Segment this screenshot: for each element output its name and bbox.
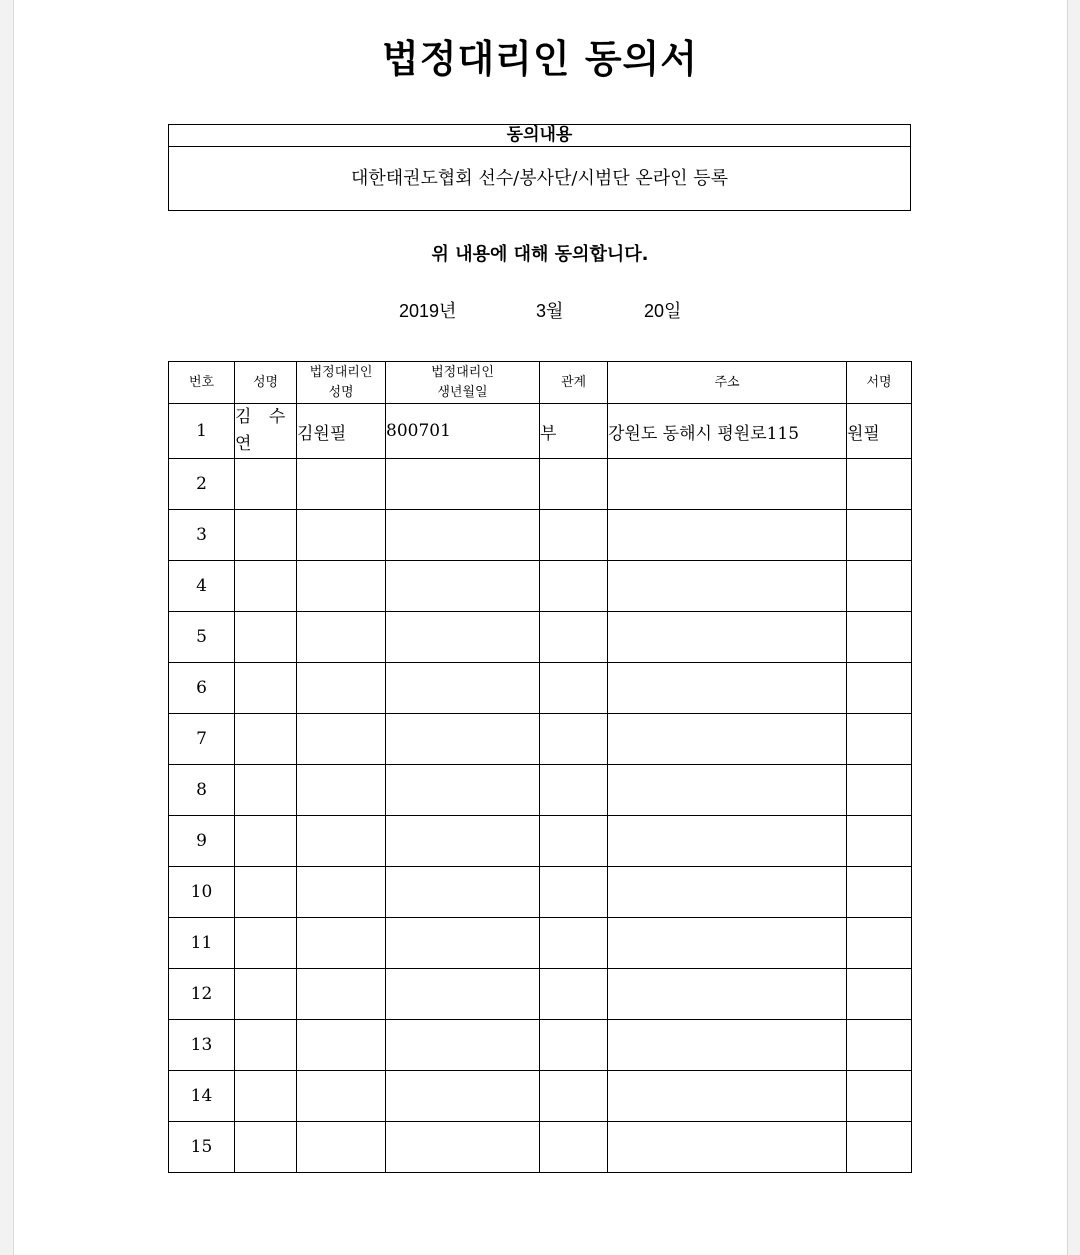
header-guardian-birth-line1: 법정대리인 bbox=[431, 364, 494, 380]
cell-relation bbox=[540, 1071, 608, 1122]
table-row bbox=[169, 459, 912, 510]
table-row bbox=[169, 663, 912, 714]
cell-signature bbox=[847, 663, 912, 714]
cell-guardian-birth bbox=[386, 612, 540, 663]
cell-guardian-birth bbox=[386, 1020, 540, 1071]
header-guardian-birth-line2: 생년월일 bbox=[437, 384, 488, 400]
cell-relation bbox=[540, 663, 608, 714]
header-guardian-name-line2: 성명 bbox=[328, 384, 354, 400]
cell-signature bbox=[847, 816, 912, 867]
table-header-row bbox=[169, 362, 912, 404]
header-name: 성명 bbox=[235, 362, 297, 404]
cell-guardian-birth bbox=[386, 765, 540, 816]
cell-signature bbox=[847, 969, 912, 1020]
header-address: 주소 bbox=[608, 362, 847, 404]
cell-no: 8 bbox=[169, 765, 235, 816]
header-guardian-name-line1: 법정대리인 bbox=[309, 364, 373, 380]
cell-no: 9 bbox=[169, 816, 235, 867]
cell-guardian-name bbox=[297, 1122, 386, 1173]
cell-name bbox=[235, 1122, 297, 1173]
cell-relation: 부 bbox=[540, 404, 608, 459]
cell-relation bbox=[540, 459, 608, 510]
header-signature: 서명 bbox=[847, 362, 912, 404]
cell-address: 강원도 동해시 평원로115 bbox=[608, 404, 847, 459]
cell-name bbox=[235, 510, 297, 561]
cell-guardian-birth bbox=[386, 510, 540, 561]
header-guardian-birth bbox=[386, 362, 540, 404]
cell-signature bbox=[847, 510, 912, 561]
cell-guardian-name: 김원필 bbox=[297, 404, 386, 459]
cell-guardian-birth bbox=[386, 1122, 540, 1173]
cell-guardian-name bbox=[297, 510, 386, 561]
cell-no: 4 bbox=[169, 561, 235, 612]
cell-signature bbox=[847, 612, 912, 663]
cell-name: 김 수 연 bbox=[235, 404, 297, 459]
header-no: 번호 bbox=[169, 362, 235, 404]
cell-guardian-name bbox=[297, 867, 386, 918]
table-row bbox=[169, 1122, 912, 1173]
agreement-statement: 위 내용에 대해 동의합니다. bbox=[431, 244, 649, 265]
table-row bbox=[169, 510, 912, 561]
cell-name bbox=[235, 612, 297, 663]
cell-address bbox=[608, 1122, 847, 1173]
cell-signature bbox=[847, 867, 912, 918]
cell-guardian-birth bbox=[386, 663, 540, 714]
cell-address bbox=[608, 867, 847, 918]
cell-name bbox=[235, 663, 297, 714]
cell-signature bbox=[847, 561, 912, 612]
cell-relation bbox=[540, 918, 608, 969]
consent-box bbox=[168, 124, 911, 211]
cell-relation bbox=[540, 1122, 608, 1173]
cell-guardian-birth bbox=[386, 816, 540, 867]
cell-signature bbox=[847, 714, 912, 765]
table-row bbox=[169, 969, 912, 1020]
cell-no: 2 bbox=[169, 459, 235, 510]
cell-guardian-name bbox=[297, 816, 386, 867]
cell-no: 7 bbox=[169, 714, 235, 765]
cell-signature bbox=[847, 1071, 912, 1122]
cell-no: 15 bbox=[169, 1122, 235, 1173]
cell-signature: 원필 bbox=[847, 404, 912, 459]
table-row bbox=[169, 816, 912, 867]
cell-address bbox=[608, 663, 847, 714]
cell-relation bbox=[540, 714, 608, 765]
cell-name bbox=[235, 918, 297, 969]
header-relation: 관계 bbox=[540, 362, 608, 404]
cell-relation bbox=[540, 612, 608, 663]
table-body bbox=[169, 404, 912, 1173]
guardian-table bbox=[168, 361, 912, 1173]
cell-guardian-birth bbox=[386, 714, 540, 765]
table-row bbox=[169, 714, 912, 765]
cell-name bbox=[235, 459, 297, 510]
consent-content: 대한태권도협회 선수/봉사단/시범단 온라인 등록 bbox=[350, 168, 729, 189]
cell-signature bbox=[847, 1020, 912, 1071]
table-row bbox=[169, 1020, 912, 1071]
cell-signature bbox=[847, 1122, 912, 1173]
cell-signature bbox=[847, 918, 912, 969]
cell-relation bbox=[540, 1020, 608, 1071]
cell-address bbox=[608, 969, 847, 1020]
cell-address bbox=[608, 816, 847, 867]
cell-address bbox=[608, 918, 847, 969]
consent-header: 동의내용 bbox=[169, 125, 910, 147]
cell-relation bbox=[540, 765, 608, 816]
table-row bbox=[169, 765, 912, 816]
cell-guardian-birth: 800701 bbox=[386, 404, 540, 459]
document-title: 법정대리인 동의서 bbox=[382, 37, 698, 81]
cell-name bbox=[235, 561, 297, 612]
table-row bbox=[169, 561, 912, 612]
cell-no: 11 bbox=[169, 918, 235, 969]
cell-name bbox=[235, 816, 297, 867]
date-month: 3월 bbox=[536, 301, 564, 321]
cell-no: 5 bbox=[169, 612, 235, 663]
cell-relation bbox=[540, 867, 608, 918]
table-row bbox=[169, 404, 912, 459]
cell-relation bbox=[540, 969, 608, 1020]
cell-guardian-name bbox=[297, 663, 386, 714]
cell-no: 6 bbox=[169, 663, 235, 714]
cell-no: 3 bbox=[169, 510, 235, 561]
cell-no: 1 bbox=[169, 404, 235, 459]
cell-guardian-name bbox=[297, 612, 386, 663]
cell-name bbox=[235, 765, 297, 816]
cell-no: 14 bbox=[169, 1071, 235, 1122]
cell-relation bbox=[540, 561, 608, 612]
cell-guardian-name bbox=[297, 714, 386, 765]
cell-guardian-birth bbox=[386, 918, 540, 969]
cell-address bbox=[608, 1071, 847, 1122]
date-year: 2019년 bbox=[399, 301, 457, 321]
cell-signature bbox=[847, 765, 912, 816]
cell-guardian-name bbox=[297, 918, 386, 969]
cell-guardian-birth bbox=[386, 1071, 540, 1122]
cell-guardian-name bbox=[297, 969, 386, 1020]
cell-address bbox=[608, 561, 847, 612]
date-day: 20일 bbox=[644, 301, 682, 321]
cell-relation bbox=[540, 510, 608, 561]
cell-guardian-birth bbox=[386, 867, 540, 918]
cell-signature bbox=[847, 459, 912, 510]
table-row bbox=[169, 1071, 912, 1122]
table-row bbox=[169, 867, 912, 918]
cell-no: 12 bbox=[169, 969, 235, 1020]
cell-name bbox=[235, 867, 297, 918]
cell-name bbox=[235, 714, 297, 765]
cell-no: 13 bbox=[169, 1020, 235, 1071]
table-row bbox=[169, 612, 912, 663]
cell-address bbox=[608, 612, 847, 663]
cell-guardian-name bbox=[297, 1071, 386, 1122]
cell-no: 10 bbox=[169, 867, 235, 918]
cell-address bbox=[608, 1020, 847, 1071]
cell-address bbox=[608, 510, 847, 561]
cell-guardian-birth bbox=[386, 561, 540, 612]
cell-name bbox=[235, 1071, 297, 1122]
cell-name bbox=[235, 1020, 297, 1071]
cell-name bbox=[235, 969, 297, 1020]
cell-address bbox=[608, 765, 847, 816]
header-guardian-name bbox=[297, 362, 386, 404]
cell-guardian-birth bbox=[386, 459, 540, 510]
cell-address bbox=[608, 459, 847, 510]
cell-guardian-name bbox=[297, 1020, 386, 1071]
cell-guardian-birth bbox=[386, 969, 540, 1020]
cell-address bbox=[608, 714, 847, 765]
cell-guardian-name bbox=[297, 561, 386, 612]
cell-guardian-name bbox=[297, 765, 386, 816]
cell-guardian-name bbox=[297, 459, 386, 510]
cell-relation bbox=[540, 816, 608, 867]
table-row bbox=[169, 918, 912, 969]
